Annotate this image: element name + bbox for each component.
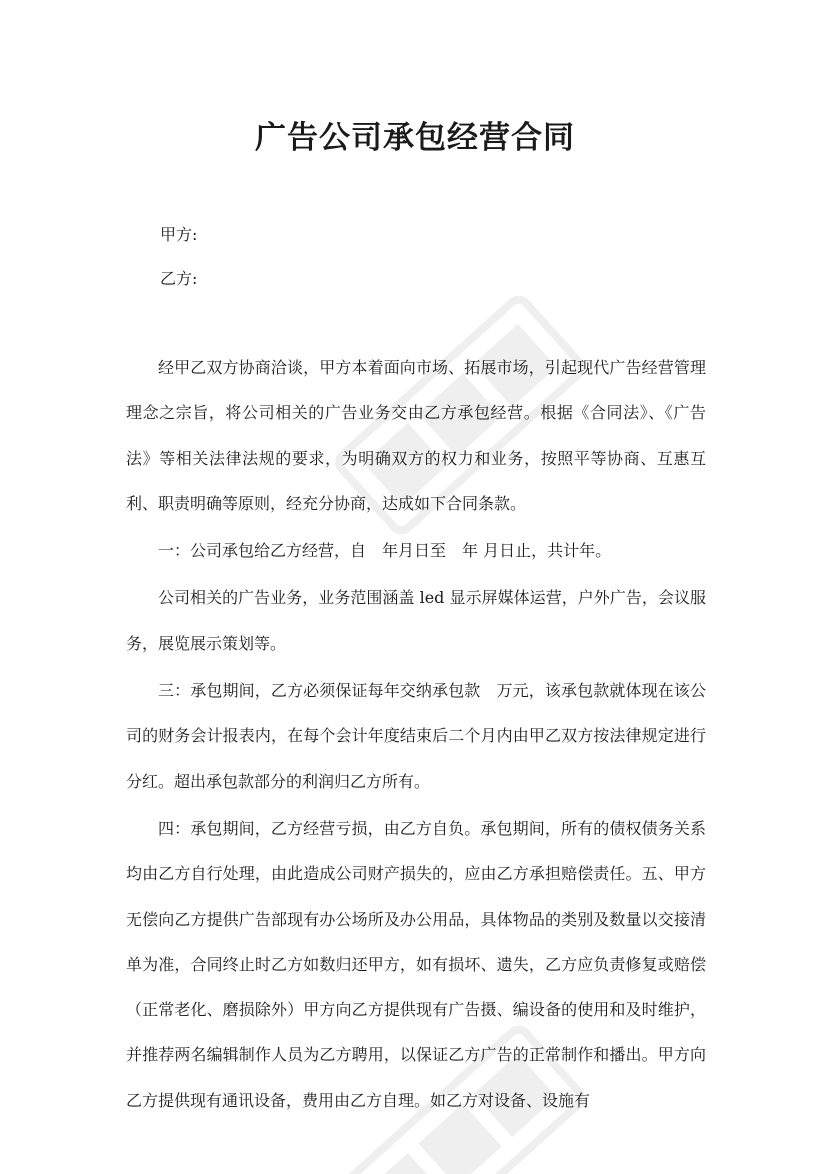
paragraph-preamble: 经甲乙双方协商洽谈，甲方本着面向市场、拓展市场，引起现代广告经营管理理念之宗旨，将公司相关的广告业务交由乙方承包经营。根据《合同法》、《广告法》等相关法律法规的要求，为明确双方的权力和业务，按照平等协商、互惠互利、职责明确等原则，经充分协商，达成如下合同条款。 bbox=[126, 358, 706, 513]
paragraph-business-scope: 公司相关的广告业务，业务范围涵盖 led 显示屏媒体运营，户外广告，会议服务，展览展示策划等。 bbox=[126, 588, 706, 653]
document-title: 广告公司承包经营合同 bbox=[255, 120, 575, 156]
paragraph-clause-3: 三：承包期间，乙方必须保证每年交纳承包款 万元，该承包款就体现在该公司的财务会计报表内，在每个会计年度结束后二个月内由甲乙双方按法律规定进行分红。超出承包款部分的利润归乙方所有。 bbox=[126, 681, 706, 791]
paragraph-clause-1: 一：公司承包给乙方经营，自 年月日至 年 月日止，共计年。 bbox=[158, 541, 612, 561]
party-a-label: 甲方: bbox=[160, 225, 198, 244]
party-b-label: 乙方: bbox=[160, 269, 198, 288]
contract-body bbox=[126, 345, 706, 1125]
paragraph-clause-4: 四：承包期间，乙方经营亏损，由乙方自负。承包期间，所有的债权债务关系均由乙方自行处理，由此造成公司财产损失的，应由乙方承担赔偿责任。五、甲方无偿向乙方提供广告部现有办公场所及办公用品，具体物品的类别及数量以交接清单为准，合同终止时乙方如数归还甲方，如有损坏、遗失，乙方应负责修复或赔偿（正常老化、磨损除外）甲方向乙方提供现有广告摄、编设备的使用和及时维护，并推荐两名编辑制作人员为乙方聘用，以保证乙方广告的正常制作和播出。甲方向乙方提供现有通讯设备，费用由乙方自理。如乙方对设备、设施有 bbox=[126, 818, 706, 1110]
